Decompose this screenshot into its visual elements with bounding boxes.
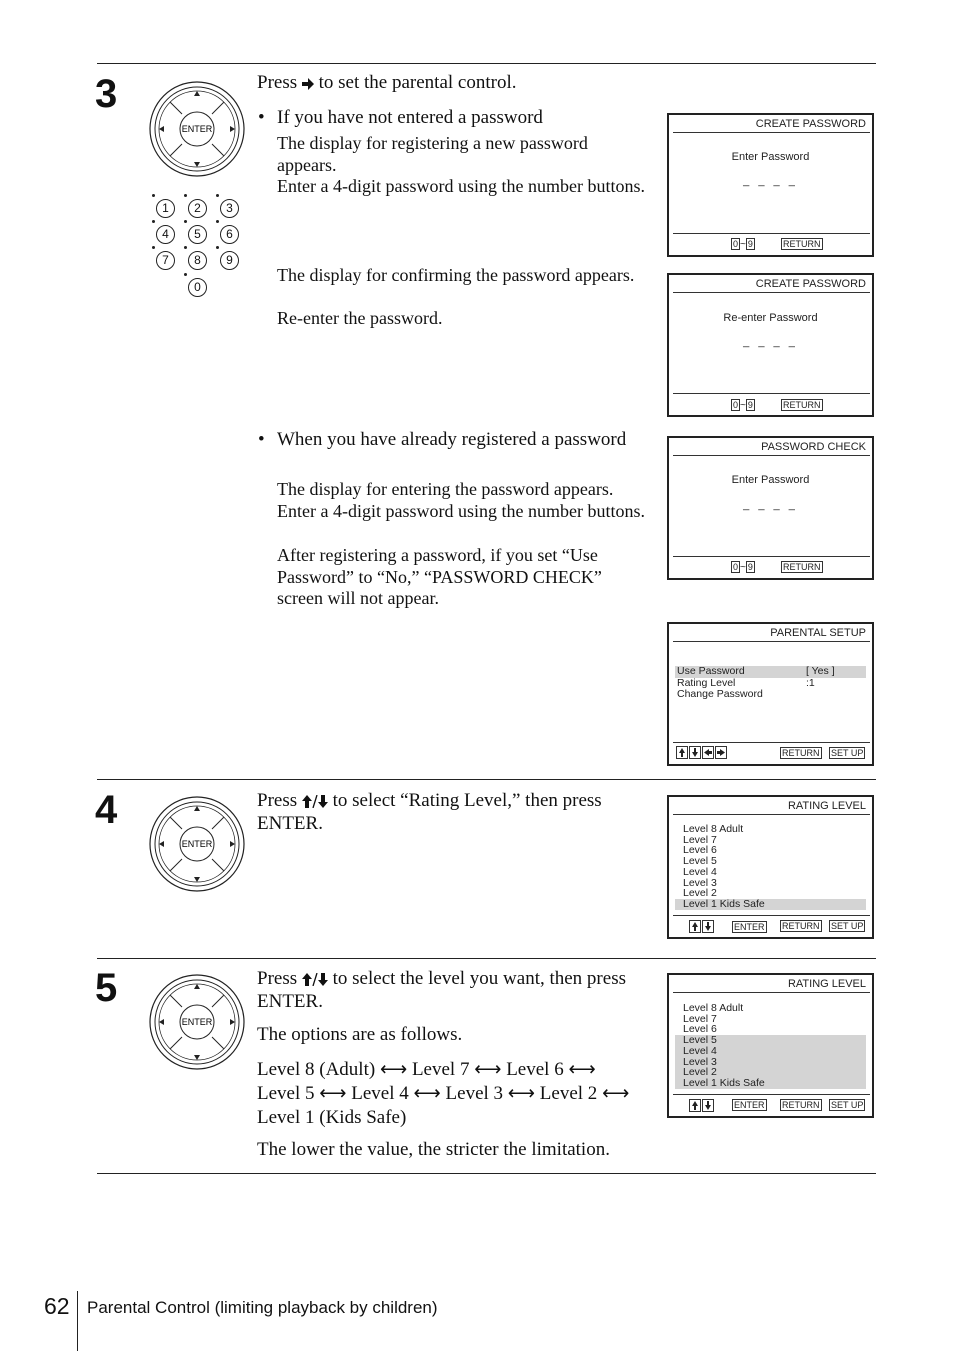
rating-level-item: Level 6 — [683, 844, 717, 857]
screen-title: CREATE PASSWORD — [755, 118, 866, 130]
entering-text: The display for entering the password appears. — [277, 479, 614, 499]
remote-dial-icon — [148, 973, 246, 1071]
up-down-keys-icon — [689, 1099, 715, 1115]
bullet-registered: • When you have already registered a password — [258, 429, 627, 450]
setting-row-use-password: Use Password [ Yes ] — [675, 666, 866, 678]
register-text: The display for registering a new password appears. — [277, 133, 588, 175]
number-keypad — [150, 194, 250, 304]
rating-level-screen — [667, 973, 874, 1118]
rating-level-item: Level 7 — [683, 833, 717, 846]
return-key: RETURN — [783, 562, 821, 572]
up-down-arrow-icon — [302, 973, 328, 986]
number-key-5: 5 — [188, 225, 207, 244]
bullet-no-password: • If you have not entered a password — [258, 107, 543, 128]
setup-key: SET UP — [831, 921, 864, 931]
step-number-5: 5 — [95, 966, 118, 1010]
screen-title: PARENTAL SETUP — [770, 627, 866, 639]
enter-key: ENTER — [734, 1100, 765, 1110]
level-option: Level 8 (Adult) — [257, 1059, 376, 1080]
step5-instruction: Press to select the level you want, then press ENTER. — [257, 968, 626, 1012]
level-option: Level 5 — [257, 1083, 315, 1104]
options-intro: The options are as follows. — [257, 1024, 463, 1045]
rating-level-item: Level 4 — [683, 865, 717, 878]
screen-title: RATING LEVEL — [787, 800, 866, 812]
rating-level-list — [675, 824, 866, 910]
return-key: RETURN — [782, 921, 820, 931]
remote-dial-icon — [148, 80, 246, 178]
create-password-screen — [667, 113, 874, 257]
up-down-arrow-icon — [302, 795, 328, 808]
number-key-8: 8 — [188, 251, 207, 270]
rating-level-item-selected: Level 1 Kids Safe — [675, 899, 866, 910]
screen-title: CREATE PASSWORD — [755, 278, 866, 290]
return-key: RETURN — [782, 748, 820, 758]
confirm-text: The display for confirming the password appears. — [277, 265, 635, 285]
rating-level-list — [675, 1003, 866, 1089]
step-number-3: 3 — [95, 72, 118, 116]
rating-level-item: Level 3 — [683, 876, 717, 889]
enter-key-label: ENTER — [181, 124, 213, 134]
number-key-6: 6 — [220, 225, 239, 244]
rating-level-item: Level 2 — [675, 1067, 866, 1078]
level-option: Level 1 (Kids Safe) — [257, 1107, 407, 1128]
rating-level-screen — [667, 795, 874, 939]
rating-level-item: Level 2 — [683, 887, 717, 900]
number-key-0: 0 — [188, 278, 207, 297]
rating-level-item: Level 8 Adult — [683, 823, 744, 835]
number-key-4: 4 — [156, 225, 175, 244]
rating-level-item: Level 1 Kids Safe — [675, 1078, 866, 1089]
level-option: Level 7 — [411, 1059, 470, 1080]
reenter-text: Re-enter the password. — [277, 308, 443, 328]
password-dashes: _ _ _ _ — [743, 175, 798, 187]
enter-key-label: ENTER — [181, 839, 213, 849]
enter-digits-text: Enter a 4-digit password using the number buttons. — [277, 176, 645, 196]
password-dashes: _ _ _ _ — [743, 336, 798, 348]
navigation-arrows-icon — [676, 746, 728, 762]
setup-key: SET UP — [831, 748, 864, 758]
arrow-right-icon — [302, 78, 314, 90]
rating-level-item: Level 5 — [675, 1035, 866, 1046]
screen-title: RATING LEVEL — [787, 978, 866, 990]
level-option: Level 3 — [445, 1083, 504, 1104]
number-key-2: 2 — [188, 199, 207, 218]
section-rule — [97, 958, 876, 959]
rating-level-item: Level 6 — [683, 1023, 717, 1036]
rating-level-item: Level 4 — [675, 1046, 866, 1057]
enter-digits-text-2: Enter a 4-digit password using the number buttons. — [277, 501, 645, 521]
setting-row-rating-level: Rating Level :1 — [677, 676, 815, 689]
screen-prompt: Enter Password — [731, 151, 810, 163]
setting-row-change-password: Change Password — [677, 688, 763, 700]
screen-title: PASSWORD CHECK — [761, 441, 866, 453]
footer-divider — [77, 1291, 78, 1351]
parental-setup-screen — [667, 622, 874, 766]
section-title: Parental Control (limiting playback by children) — [87, 1298, 438, 1317]
after-register-text: After registering a password, if you set “Use Password” to “No,” “PASSWORD CHECK” screen will not appear. — [277, 545, 602, 608]
rating-level-item: Level 8 Adult — [683, 1002, 744, 1014]
return-key: RETURN — [783, 239, 821, 249]
rating-level-item: Level 7 — [683, 1012, 717, 1025]
rating-level-item: Level 3 — [675, 1057, 866, 1068]
number-key-9: 9 — [220, 251, 239, 270]
digit-keys-hint: 0 ~ 9 — [733, 400, 753, 411]
step3-instruction: Press to set the parental control. — [257, 72, 517, 93]
section-rule — [97, 1173, 876, 1174]
enter-key-label: ENTER — [181, 1017, 213, 1027]
section-rule — [97, 779, 876, 780]
setup-key: SET UP — [831, 1100, 864, 1110]
return-key: RETURN — [782, 1100, 820, 1110]
level-sequence: Level 8 (Adult) ⟷ Level 7 ⟷ Level 6 ⟷ Level 5 ⟷ Level 4 ⟷ Level 3 ⟷ Level 2 ⟷ Level 1 (Kids Safe) — [257, 1059, 630, 1128]
digit-keys-hint: 0 ~ 9 — [733, 562, 753, 573]
password-dashes: _ _ _ _ — [743, 499, 798, 511]
step-number-4: 4 — [95, 788, 118, 832]
closing-text: The lower the value, the stricter the limitation. — [257, 1139, 610, 1160]
screen-prompt: Enter Password — [731, 474, 810, 486]
level-option: Level 4 — [351, 1083, 409, 1104]
rating-level-item: Level 5 — [683, 855, 717, 868]
number-key-1: 1 — [156, 199, 175, 218]
enter-key: ENTER — [734, 922, 765, 932]
number-key-7: 7 — [156, 251, 175, 270]
step4-instruction: Press to select “Rating Level,” then press ENTER. — [257, 790, 602, 834]
digit-keys-hint: 0 ~ 9 — [733, 239, 753, 250]
level-option: Level 6 — [506, 1059, 564, 1080]
up-down-keys-icon — [689, 920, 715, 936]
remote-dial-icon — [148, 795, 246, 893]
return-key: RETURN — [783, 400, 821, 410]
password-check-screen — [667, 436, 874, 580]
page-number: 62 — [44, 1293, 70, 1319]
section-rule — [97, 63, 876, 64]
screen-prompt: Re-enter Password — [723, 312, 818, 324]
number-key-3: 3 — [220, 199, 239, 218]
level-option: Level 2 — [539, 1083, 598, 1104]
reenter-password-screen — [667, 273, 874, 417]
